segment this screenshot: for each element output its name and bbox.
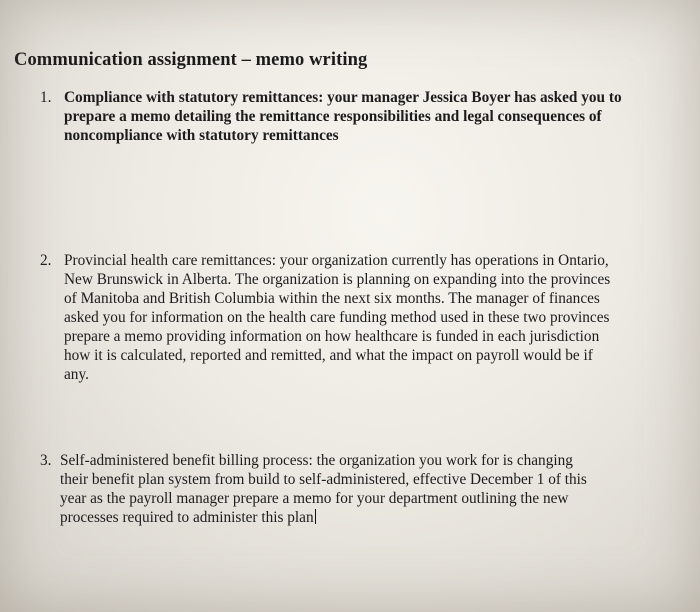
item-line: how it is calculated, reported and remitted, and what the impact on payroll would be if (64, 347, 593, 364)
item-line: Provincial health care remittances: your organization currently has operations in Ontario, (64, 252, 609, 269)
item-line: prepare a memo providing information on how healthcare is funded in each jurisdiction (64, 328, 600, 345)
item-text (64, 88, 622, 145)
text-cursor (315, 509, 316, 524)
item-line: asked you for information on the health care funding method used in these two provinces (64, 309, 610, 326)
item-number: 3. (40, 452, 52, 469)
item-text (60, 451, 587, 527)
item-line-with-cursor (60, 508, 587, 527)
item-line: Compliance with statutory remittances: your manager Jessica Boyer has asked you to (64, 89, 622, 106)
document-title: Communication assignment – memo writing (14, 50, 368, 70)
item-line: Self-administered benefit billing process: the organization you work for is changing (60, 452, 573, 469)
item-number: 1. (40, 89, 52, 106)
item-line: prepare a memo detailing the remittance responsibilities and legal consequences of (64, 108, 602, 125)
item-line: year as the payroll manager prepare a memo for your department outlining the new (60, 490, 569, 507)
item-line: of Manitoba and British Columbia within the next six months. The manager of finances (64, 290, 600, 307)
item-text (64, 251, 610, 384)
item-line: noncompliance with statutory remittances (64, 127, 339, 144)
item-line: any. (64, 366, 89, 383)
item-number: 2. (40, 252, 52, 269)
item-line: processes required to administer this plan (60, 509, 314, 526)
item-line: New Brunswick in Alberta. The organization is planning on expanding into the provinces (64, 271, 611, 288)
item-line: their benefit plan system from build to self-administered, effective December 1 of this (60, 471, 587, 488)
